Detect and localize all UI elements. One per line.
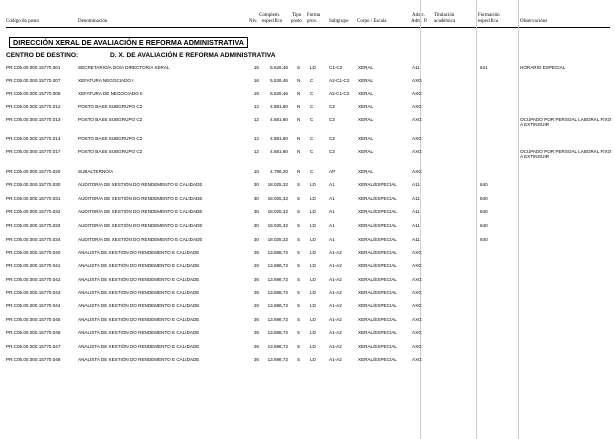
table-row (0, 290, 615, 302)
cell-code: PR.C05.00.000.15770.043 (6, 290, 61, 295)
cell-tipo: N (297, 169, 301, 174)
cell-complem: 5.526,46 (270, 91, 288, 96)
cell-subgrupo: A1 (329, 182, 335, 187)
header-observacions: Observacións (520, 19, 548, 24)
cell-subgrupo: AP (329, 169, 336, 174)
cell-corpo: XERAL/ESPECIAL (358, 263, 397, 268)
cell-corpo: XERAL (358, 169, 374, 174)
cell-subgrupo: A1 (329, 223, 335, 228)
cell-forma: C (310, 117, 314, 122)
cell-complem: 13.698,72 (267, 357, 288, 362)
cell-forma: C (310, 91, 314, 96)
cell-forma: LD (310, 65, 316, 70)
cell-nivel: 12 (253, 104, 259, 109)
table-row (0, 182, 615, 194)
cell-corpo: XERAL (358, 136, 374, 141)
cell-forma: C (310, 104, 314, 109)
cell-subgrupo: A1-A2 (329, 317, 342, 322)
table-row (0, 344, 615, 356)
cell-corpo: XERAL/ESPECIAL (358, 223, 397, 228)
cell-corpo: XERAL/ESPECIAL (358, 237, 397, 242)
cell-complem: 13.698,72 (267, 263, 288, 268)
header-denominacion: Denominación (78, 19, 108, 24)
table-row (0, 223, 615, 235)
cell-tipo: S (297, 317, 301, 322)
cell-subgrupo: C2 (329, 104, 335, 109)
cell-name: XEFATURA DE NEGOCIADO II (78, 91, 143, 96)
cell-nivel: 26 (253, 277, 259, 282)
cell-adm: AXG (412, 149, 422, 154)
cell-nivel: 12 (253, 149, 259, 154)
header-nivel: Nív. (249, 19, 258, 24)
cell-complem: 18.025,32 (267, 196, 288, 201)
table-row (0, 65, 615, 77)
table-row (0, 237, 615, 249)
cell-corpo: XERAL (358, 149, 374, 154)
section-title: DIRECCIÓN XERAL DE AVALIACIÓN E REFORMA ADMINISTRATIVA (9, 37, 248, 48)
cell-forma: LD (310, 317, 316, 322)
cell-name: POSTO BASE SUBGRUPO C2 (78, 136, 143, 141)
cell-tipo: N (297, 91, 301, 96)
cell-tipo: N (297, 117, 301, 122)
header-rule (6, 27, 610, 28)
cell-subgrupo: C1-C2 (329, 65, 343, 70)
cell-complem: 13.698,72 (267, 344, 288, 349)
cell-name: AUDITOR/A DE XESTIÓN DO RENDEMENTO E CALIDADE (78, 209, 203, 214)
header-subgrupo: Subgrupo (329, 19, 349, 24)
cell-complem: 4.881,60 (270, 104, 288, 109)
table-row (0, 209, 615, 221)
cell-nivel: 16 (253, 78, 259, 83)
cell-complem: 4.881,60 (270, 136, 288, 141)
cell-tipo: S (297, 263, 301, 268)
header-formacion-especifica: específica (478, 19, 498, 24)
cell-corpo: XERAL (358, 91, 374, 96)
cell-code: PR.C05.00.000.15770.040 (6, 250, 61, 255)
cell-nivel: 26 (253, 344, 259, 349)
table-row (0, 250, 615, 262)
cell-tipo: S (297, 250, 301, 255)
cell-corpo: XERAL/ESPECIAL (358, 290, 397, 295)
cell-formacion: 640 (480, 209, 488, 214)
table-row (0, 169, 615, 181)
cell-adm: AXG (412, 303, 422, 308)
cell-code: PR.C05.00.000.15770.042 (6, 277, 61, 282)
cell-name: ANALISTA DE XESTIÓN DO RENDEMENTO E CALIDADE (78, 303, 200, 308)
cell-forma: LD (310, 196, 316, 201)
cell-name: ANALISTA DE XESTIÓN DO RENDEMENTO E CALIDADE (78, 277, 200, 282)
cell-nivel: 30 (253, 196, 259, 201)
cell-complem: 13.698,72 (267, 277, 288, 282)
table-row (0, 91, 615, 103)
cell-adm: AXG (412, 104, 422, 109)
table-row (0, 263, 615, 275)
header-complem: Complem. (259, 13, 280, 18)
cell-subgrupo: A1 (329, 237, 335, 242)
cell-subgrupo: A1-A2 (329, 330, 342, 335)
cell-complem: 13.698,72 (267, 303, 288, 308)
cell-subgrupo: A2-C1-C2 (329, 78, 350, 83)
cell-code: PR.C05.00.000.15770.012 (6, 104, 61, 109)
table-row (0, 196, 615, 208)
cell-tipo: S (297, 277, 301, 282)
cell-adm: AXG (412, 136, 422, 141)
centro-label: CENTRO DE DESTINO: (6, 52, 79, 59)
cell-corpo: XERAL (358, 78, 374, 83)
cell-adm: A11 (412, 182, 420, 187)
cell-code: PR.C05.00.000.15770.033 (6, 223, 61, 228)
cell-forma: LD (310, 357, 316, 362)
cell-obs: OCUPADO POR PERSOAL LABORAL FIXO A EXTINGUIR (520, 117, 612, 127)
cell-nivel: 26 (253, 330, 259, 335)
cell-corpo: XERAL (358, 117, 374, 122)
header-titulacion: Titulación (434, 13, 455, 18)
cell-name: SUBALTERNO/A (78, 169, 114, 174)
cell-tipo: S (297, 344, 301, 349)
cell-complem: 13.698,72 (267, 317, 288, 322)
cell-name: ANALISTA DE XESTIÓN DO RENDEMENTO E CALIDADE (78, 344, 200, 349)
cell-subgrupo: A2-C1-C2 (329, 91, 350, 96)
cell-subgrupo: A1 (329, 209, 335, 214)
cell-code: PR.C05.00.000.15770.046 (6, 330, 61, 335)
cell-adm: A11 (412, 209, 420, 214)
cell-adm: A11 (412, 223, 420, 228)
cell-corpo: XERAL/ESPECIAL (358, 182, 397, 187)
cell-corpo: XERAL/ESPECIAL (358, 196, 397, 201)
cell-forma: LD (310, 250, 316, 255)
cell-tipo: S (297, 357, 301, 362)
cell-nivel: 30 (253, 237, 259, 242)
cell-tipo: S (297, 290, 301, 295)
cell-corpo: XERAL/ESPECIAL (358, 317, 397, 322)
cell-forma: LD (310, 303, 316, 308)
cell-corpo: XERAL/ESPECIAL (358, 303, 397, 308)
cell-name: AUDITOR/A DE XESTIÓN DO RENDEMENTO E CALIDADE (78, 237, 203, 242)
table-row (0, 104, 615, 116)
cell-code: PR.C05.00.000.15770.017 (6, 149, 61, 154)
cell-code: PR.C05.00.000.15770.014 (6, 136, 61, 141)
cell-forma: LD (310, 223, 316, 228)
table-row (0, 303, 615, 315)
cell-nivel: 30 (253, 182, 259, 187)
cell-tipo: N (297, 78, 301, 83)
cell-complem: 18.025,32 (267, 237, 288, 242)
cell-name: AUDITOR/A DE XESTIÓN DO RENDEMENTO E CALIDADE (78, 196, 203, 201)
cell-subgrupo: C2 (329, 149, 335, 154)
cell-name: POSTO BASE SUBGRUPO C2 (78, 149, 143, 154)
cell-name: ANALISTA DE XESTIÓN DO RENDEMENTO E CALIDADE (78, 330, 200, 335)
cell-nivel: 26 (253, 317, 259, 322)
cell-nivel: 12 (253, 136, 259, 141)
cell-formacion: 640 (480, 237, 488, 242)
cell-adm: A11 (412, 196, 420, 201)
cell-tipo: S (297, 209, 301, 214)
cell-forma: LD (310, 209, 316, 214)
cell-adm: AXG (412, 290, 422, 295)
cell-corpo: XERAL/ESPECIAL (358, 357, 397, 362)
cell-adm: AXG (412, 250, 422, 255)
cell-subgrupo: A1-A2 (329, 303, 342, 308)
cell-code: PR.C05.00.000.15770.030 (6, 182, 61, 187)
header-tipo: Tipo (292, 13, 302, 18)
cell-formacion: 640 (480, 182, 488, 187)
cell-name: ANALISTA DE XESTIÓN DO RENDEMENTO E CALIDADE (78, 290, 200, 295)
cell-forma: LD (310, 263, 316, 268)
cell-name: AUDITOR/A DE XESTIÓN DO RENDEMENTO E CALIDADE (78, 223, 203, 228)
cell-tipo: S (297, 223, 301, 228)
cell-name: ANALISTA DE XESTIÓN DO RENDEMENTO E CALIDADE (78, 263, 200, 268)
cell-formacion: 640 (480, 196, 488, 201)
cell-forma: LD (310, 182, 316, 187)
cell-tipo: N (297, 104, 301, 109)
cell-corpo: XERAL/ESPECIAL (358, 250, 397, 255)
cell-name: ANALISTA DE XESTIÓN DO RENDEMENTO E CALIDADE (78, 317, 200, 322)
cell-nivel: 26 (253, 303, 259, 308)
cell-corpo: XERAL/ESPECIAL (358, 330, 397, 335)
cell-tipo: S (297, 237, 301, 242)
cell-forma: LD (310, 277, 316, 282)
cell-code: PR.C05.00.000.15770.001 (6, 65, 61, 70)
cell-tipo: N (297, 136, 301, 141)
cell-complem: 13.698,72 (267, 290, 288, 295)
cell-code: PR.C05.00.000.15770.013 (6, 117, 61, 122)
cell-subgrupo: A1-A2 (329, 250, 342, 255)
table-row (0, 330, 615, 342)
cell-forma: LD (310, 344, 316, 349)
cell-name: ANALISTA DE XESTIÓN DO RENDEMENTO E CALIDADE (78, 250, 200, 255)
table-row (0, 357, 615, 369)
cell-forma: LD (310, 237, 316, 242)
table-row (0, 317, 615, 329)
header-academica: académica (434, 19, 456, 24)
cell-adm: AXG (412, 263, 422, 268)
cell-adm: A11 (412, 65, 420, 70)
table-row (0, 117, 615, 129)
cell-nivel: 26 (253, 250, 259, 255)
cell-nivel: 30 (253, 223, 259, 228)
cell-corpo: XERAL/ESPECIAL (358, 277, 397, 282)
cell-complem: 13.698,72 (267, 250, 288, 255)
cell-tipo: N (297, 149, 301, 154)
cell-tipo: S (297, 330, 301, 335)
cell-nivel: 26 (253, 290, 259, 295)
cell-tipo: S (297, 303, 301, 308)
cell-complem: 18.025,32 (267, 182, 288, 187)
cell-nivel: 26 (253, 357, 259, 362)
cell-code: PR.C05.00.000.15770.044 (6, 303, 61, 308)
centro-value: D. X. DE AVALIACIÓN E REFORMA ADMINISTRATIVA (110, 52, 276, 59)
cell-corpo: XERAL (358, 65, 374, 70)
cell-code: PR.C05.00.000.15770.048 (6, 357, 61, 362)
cell-code: PR.C05.00.000.15770.005 (6, 91, 61, 96)
cell-subgrupo: A1-A2 (329, 357, 342, 362)
cell-complem: 13.698,72 (267, 330, 288, 335)
cell-code: PR.C05.00.000.15770.045 (6, 317, 61, 322)
cell-obs: HORARIO ESPECIAL (520, 65, 566, 70)
cell-adm: A11 (412, 237, 420, 242)
cell-name: XEFATURA NEGOCIADO I (78, 78, 134, 83)
cell-adm: AXG (412, 317, 422, 322)
cell-code: PR.C05.00.000.15770.020 (6, 169, 61, 174)
cell-adm: AXG (412, 357, 422, 362)
cell-forma: C (310, 169, 314, 174)
header-posto: posto (291, 19, 302, 24)
table-row (0, 277, 615, 289)
cell-name: AUDITOR/A DE XESTIÓN DO RENDEMENTO E CALIDADE (78, 182, 203, 187)
cell-code: PR.C05.00.000.15770.032 (6, 209, 61, 214)
cell-nivel: 26 (253, 263, 259, 268)
cell-code: PR.C05.00.000.15770.041 (6, 263, 61, 268)
cell-complem: 18.025,32 (267, 209, 288, 214)
cell-subgrupo: A1 (329, 196, 335, 201)
cell-nivel: 12 (253, 117, 259, 122)
cell-name: SECRETARIO/A DO/A DIRECTOR/A XERAL (78, 65, 170, 70)
table-row (0, 136, 615, 148)
cell-obs: OCUPADO POR PERSOAL LABORAL FIXO A EXTINGUIR (520, 149, 612, 159)
cell-complem: 4.881,60 (270, 117, 288, 122)
cell-subgrupo: C2 (329, 136, 335, 141)
cell-adm: AXG (412, 78, 422, 83)
cell-forma: C (310, 149, 314, 154)
cell-code: PR.C05.00.000.15770.047 (6, 344, 61, 349)
cell-name: POSTO BASE SUBGRUPO C2 (78, 104, 143, 109)
cell-complem: 4.881,60 (270, 149, 288, 154)
cell-forma: C (310, 78, 314, 83)
cell-formacion: 640 (480, 223, 488, 228)
cell-tipo: S (297, 65, 301, 70)
cell-tipo: S (297, 182, 301, 187)
cell-name: ANALISTA DE XESTIÓN DO RENDEMENTO E CALIDADE (78, 357, 200, 362)
header-codigo: Código do posto (6, 19, 40, 24)
cell-subgrupo: A1-A2 (329, 344, 342, 349)
cell-adm: AXG (412, 117, 422, 122)
cell-nivel: 16 (253, 65, 259, 70)
cell-complem: 4.786,20 (270, 169, 288, 174)
header-forma: Forma (307, 13, 321, 18)
cell-forma: C (310, 136, 314, 141)
cell-nivel: 10 (253, 169, 259, 174)
cell-corpo: XERAL/ESPECIAL (358, 344, 397, 349)
cell-adm: AXG (412, 277, 422, 282)
cell-subgrupo: A1-A2 (329, 290, 342, 295)
header-prov: prov. (307, 19, 318, 24)
cell-complem: 5.526,46 (270, 78, 288, 83)
cell-corpo: XERAL/ESPECIAL (358, 209, 397, 214)
cell-complem: 5.526,46 (270, 65, 288, 70)
cell-adm: AXG (412, 169, 422, 174)
cell-name: POSTO BASE SUBGRUPO C2 (78, 117, 143, 122)
cell-formacion: 641 (480, 65, 488, 70)
header-p: P. (424, 19, 428, 24)
cell-nivel: 18 (253, 91, 259, 96)
cell-tipo: S (297, 196, 301, 201)
header-adm: Adm. (411, 19, 423, 24)
header-especifico: específico (262, 19, 283, 24)
cell-forma: LD (310, 330, 316, 335)
cell-adm: AXG (412, 344, 422, 349)
header-adscr: Adscr. (412, 13, 425, 18)
cell-code: PR.C05.00.000.15770.034 (6, 237, 61, 242)
cell-forma: LD (310, 290, 316, 295)
cell-nivel: 30 (253, 209, 259, 214)
cell-adm: AXG (412, 330, 422, 335)
header-corpo: Corpo / Escala (357, 19, 387, 24)
cell-complem: 18.025,32 (267, 223, 288, 228)
header-formacion: Formación (478, 13, 500, 18)
cell-adm: AXG (412, 91, 422, 96)
table-row (0, 149, 615, 161)
cell-subgrupo: A1-A2 (329, 263, 342, 268)
table-row (0, 78, 615, 90)
cell-code: PR.C05.00.000.15770.031 (6, 196, 61, 201)
cell-subgrupo: A1-A2 (329, 277, 342, 282)
cell-code: PR.C05.00.000.15770.007 (6, 78, 61, 83)
cell-subgrupo: C2 (329, 117, 335, 122)
cell-corpo: XERAL (358, 104, 374, 109)
